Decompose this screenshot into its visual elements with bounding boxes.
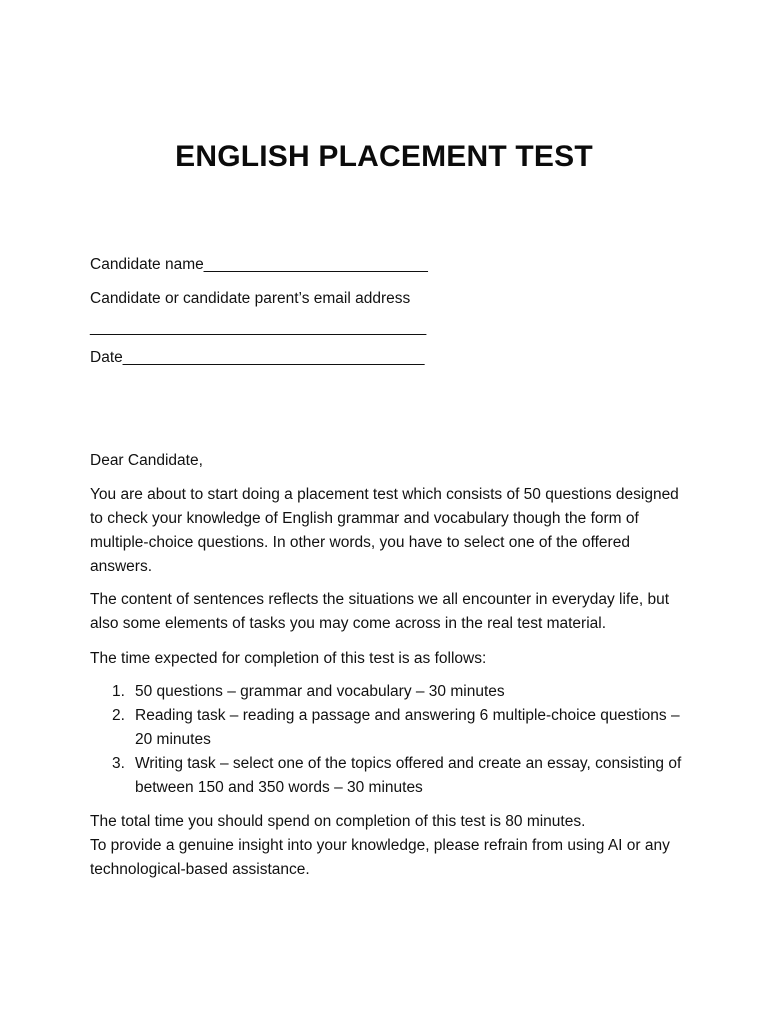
- content-paragraph: The content of sentences reflects the situations we all encounter in everyday life, but also some elements of tasks you may come across in the real test material.: [90, 591, 674, 632]
- total-time-paragraph: The total time you should spend on completion of this test is 80 minutes.: [90, 813, 586, 830]
- list-item: [90, 704, 690, 752]
- page-title: ENGLISH PLACEMENT TEST: [175, 140, 593, 173]
- date-field: Date___________________________________: [90, 349, 425, 366]
- list-item-text: Reading task – reading a passage and answering 6 multiple-choice questions – 20 minutes: [135, 707, 680, 748]
- time-intro-paragraph: The time expected for completion of this test is as follows:: [90, 650, 487, 667]
- list-number: 1.: [112, 683, 125, 700]
- email-field-line: _______________________________________: [90, 319, 427, 336]
- assistance-notice-paragraph: To provide a genuine insight into your knowledge, please refrain from using AI or any technological-based assistance.: [90, 837, 675, 878]
- candidate-name-field: Candidate name__________________________: [90, 256, 428, 273]
- email-field-label: Candidate or candidate parent’s email address: [90, 290, 411, 307]
- task-list: [90, 680, 690, 800]
- list-item-text: 50 questions – grammar and vocabulary – 30 minutes: [135, 683, 505, 700]
- intro-paragraph: You are about to start doing a placement test which consists of 50 questions designed to check your knowledge of English grammar and vocabulary though the form of multiple-choice questions. In other words, you have to select one of the offered answers.: [90, 486, 684, 575]
- list-number: 3.: [112, 755, 125, 772]
- list-item: [90, 680, 690, 704]
- list-item-text: Writing task – select one of the topics offered and create an essay, consisting of between 150 and 350 words – 30 minutes: [135, 755, 682, 796]
- list-item: [90, 752, 690, 800]
- salutation: Dear Candidate,: [90, 452, 203, 469]
- list-number: 2.: [112, 707, 125, 724]
